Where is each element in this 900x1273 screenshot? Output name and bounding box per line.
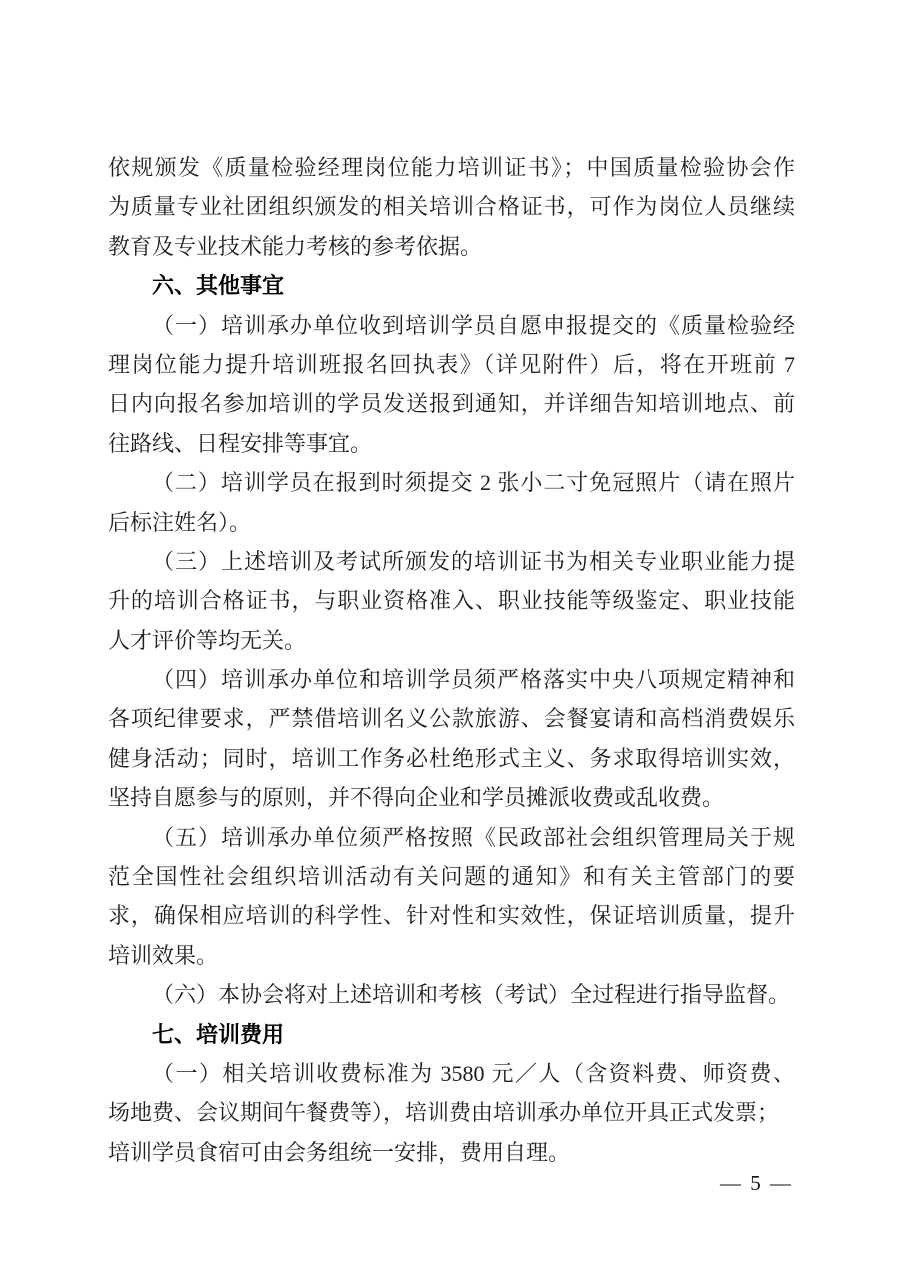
text-line: 依规颁发《质量检验经理岗位能力培训证书》；中国质量检验协会作 [108,155,795,180]
text-line: 往路线、日程安排等事宜。 [108,430,373,456]
text-line: （一）相关培训收费标准为 3580 元／人（含资料费、师资费、 [152,1060,795,1086]
text-line: （六）本协会将对上述培训和考核（考试）全过程进行指导监督。 [152,982,791,1008]
text-line: 理岗位能力提升培训班报名回执表》（详见附件）后，将在开班前 7 [108,351,795,377]
section-heading-6: 六、其他事宜 [152,273,285,299]
page-number: — 5 — [720,1171,793,1195]
text-line: 场地费、会议期间午餐费等），培训费由培训承办单位开具正式发票； [108,1100,780,1126]
text-line: 坚持自愿参与的原则，并不得向企业和学员摊派收费或乱收费。 [108,785,725,811]
text-line: 健身活动；同时，培训工作务必杜绝形式主义、务求取得培训实效， [108,745,795,771]
text-line: 人才评价等均无关。 [108,627,307,653]
text-line: 求，确保相应培训的科学性、针对性和实效性，保证培训质量，提升 [108,903,795,929]
text-line: 后标注姓名）。 [108,509,252,535]
text-line: 培训效果。 [108,942,219,968]
section-heading-7: 七、培训费用 [152,1021,285,1047]
text-line: 教育及专业技术能力考核的参考依据。 [108,233,483,259]
text-line: （一）培训承办单位收到培训学员自愿申报提交的《质量检验经 [152,312,795,338]
text-line: 范全国性社会组织培训活动有关问题的通知》和有关主管部门的要 [108,864,795,890]
text-line: 为质量专业社团组织颁发的相关培训合格证书，可作为岗位人员继续 [108,194,795,220]
text-line: （三）上述培训及考试所颁发的培训证书为相关专业职业能力提 [152,548,795,574]
text-line: （四）培训承办单位和培训学员须严格落实中央八项规定精神和 [152,667,795,693]
text-line: 培训学员食宿可由会务组统一安排，费用自理。 [108,1139,571,1165]
text-line: 日内向报名参加培训的学员发送报到通知，并详细告知培训地点、前 [108,391,795,417]
text-line: 各项纪律要求，严禁借培训名义公款旅游、会餐宴请和高档消费娱乐 [108,706,795,732]
text-line: （二）培训学员在报到时须提交 2 张小二寸免冠照片（请在照片 [152,470,795,496]
document-text [108,148,795,1172]
text-line: （五）培训承办单位须严格按照《民政部社会组织管理局关于规 [152,824,795,850]
text-line: 升的培训合格证书，与职业资格准入、职业技能等级鉴定、职业技能 [108,588,795,614]
